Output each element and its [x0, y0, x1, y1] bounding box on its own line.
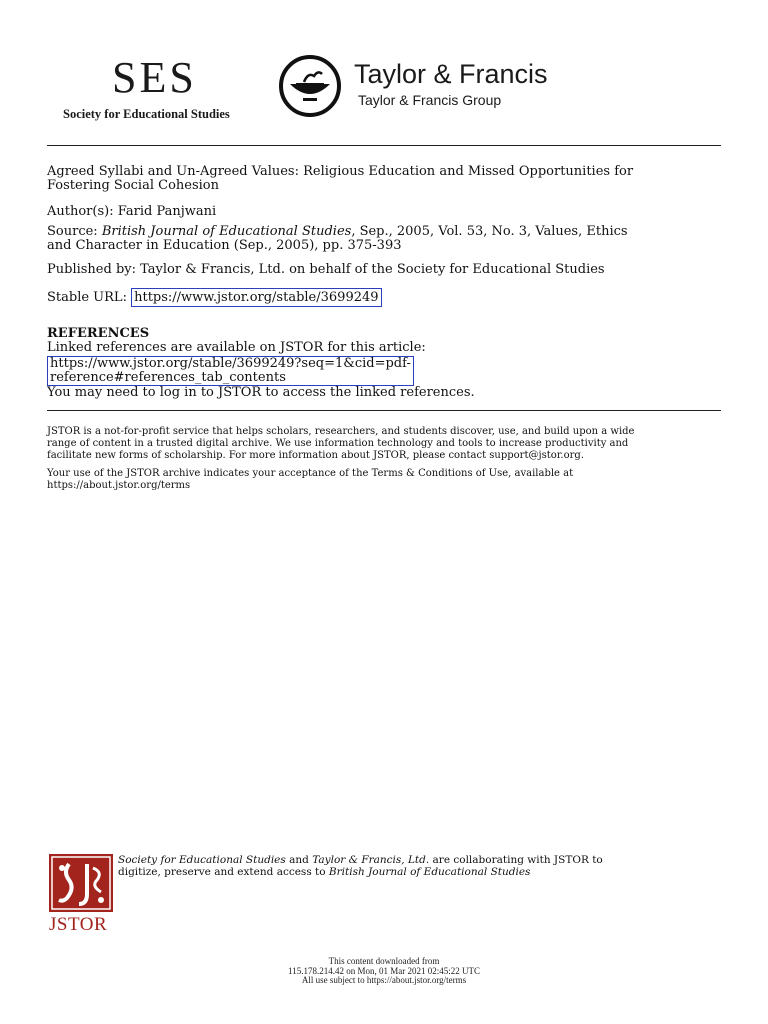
source-journal: British Journal of Educational Studies — [101, 224, 352, 239]
source-details: , Sep., 2005, Vol. 53, No. 3, Values, Ethics — [351, 224, 628, 239]
download-footer — [184, 957, 584, 986]
taylor-francis-logo-icon — [278, 54, 342, 118]
references-heading: REFERENCES — [47, 326, 150, 341]
article-title-line: Agreed Syllabi and Un-Agreed Values: Religious Education and Missed Opportunities for — [47, 164, 634, 179]
source-label: Source: — [47, 224, 98, 239]
footer-line: All use subject to https://about.jstor.org/terms — [301, 975, 467, 985]
collab-rest: are collaborating with JSTOR to — [429, 854, 603, 866]
stable-url-link[interactable]: https://www.jstor.org/stable/3699249 — [131, 288, 381, 307]
ses-society-name: Society for Educational Studies — [63, 107, 230, 121]
terms-notice — [47, 468, 723, 492]
notice-line: range of content in a trusted digital archive. We use information technology and tools to increase productivity and — [47, 438, 629, 449]
jstor-wordmark: JSTOR — [49, 914, 108, 935]
footer-line: 115.178.214.42 on Mon, 01 Mar 2021 02:45:22 UTC — [288, 965, 480, 976]
stable-url-label: Stable URL: — [47, 290, 127, 305]
references-login-note: You may need to log in to JSTOR to access the linked references. — [47, 384, 475, 400]
notice-line: JSTOR is a not-for-profit service that helps scholars, researchers, and students discover, use, and build upon a wide — [47, 426, 635, 437]
collab-org1: Society for Educational Studies — [118, 854, 286, 866]
collab-and: and — [285, 854, 313, 866]
top-divider — [47, 145, 721, 146]
article-title — [47, 165, 723, 193]
ses-logo-text: SES — [112, 53, 197, 102]
middle-divider — [47, 410, 721, 411]
collab-journal: British Journal of Educational Studies — [328, 866, 531, 878]
publisher-group: Taylor & Francis Group — [358, 92, 502, 108]
terms-link[interactable]: https://about.jstor.org/terms — [47, 480, 191, 491]
collab-line2: digitize, preserve and extend access to — [118, 866, 329, 878]
references-intro: Linked references are available on JSTOR for this article: — [47, 340, 426, 355]
publisher-name: Taylor & Francis — [354, 59, 548, 89]
author-line — [47, 205, 723, 219]
references-link-line: https://www.jstor.org/stable/3699249?seq=1&cid=pdf- — [50, 355, 411, 371]
published-by: Published by: Taylor & Francis, Ltd. on behalf of the Society for Educational Studies — [47, 262, 605, 277]
source-block — [47, 225, 723, 253]
references-link[interactable] — [47, 356, 414, 386]
references-body — [47, 341, 723, 400]
references-link-line: reference#references_tab_contents — [50, 369, 286, 385]
author-label: Author(s): — [47, 204, 114, 219]
jstor-logo-icon — [49, 854, 113, 912]
source-details-line2: and Character in Education (Sep., 2005), pp. 375-393 — [47, 238, 402, 253]
footer-line: This content downloaded from — [328, 956, 440, 966]
author-value: Farid Panjwani — [117, 204, 217, 219]
article-title-line: Fostering Social Cohesion — [47, 178, 220, 193]
jstor-notice — [47, 426, 723, 462]
terms-line: Your use of the JSTOR archive indicates your acceptance of the Terms & Conditions of Use, available at — [47, 468, 574, 479]
collaboration-note — [118, 854, 678, 878]
notice-line: facilitate new forms of scholarship. For more information about JSTOR, please contact support@jstor.org. — [47, 450, 584, 461]
stable-url-line — [47, 291, 723, 305]
collab-org2: Taylor & Francis, Ltd. — [312, 854, 430, 866]
